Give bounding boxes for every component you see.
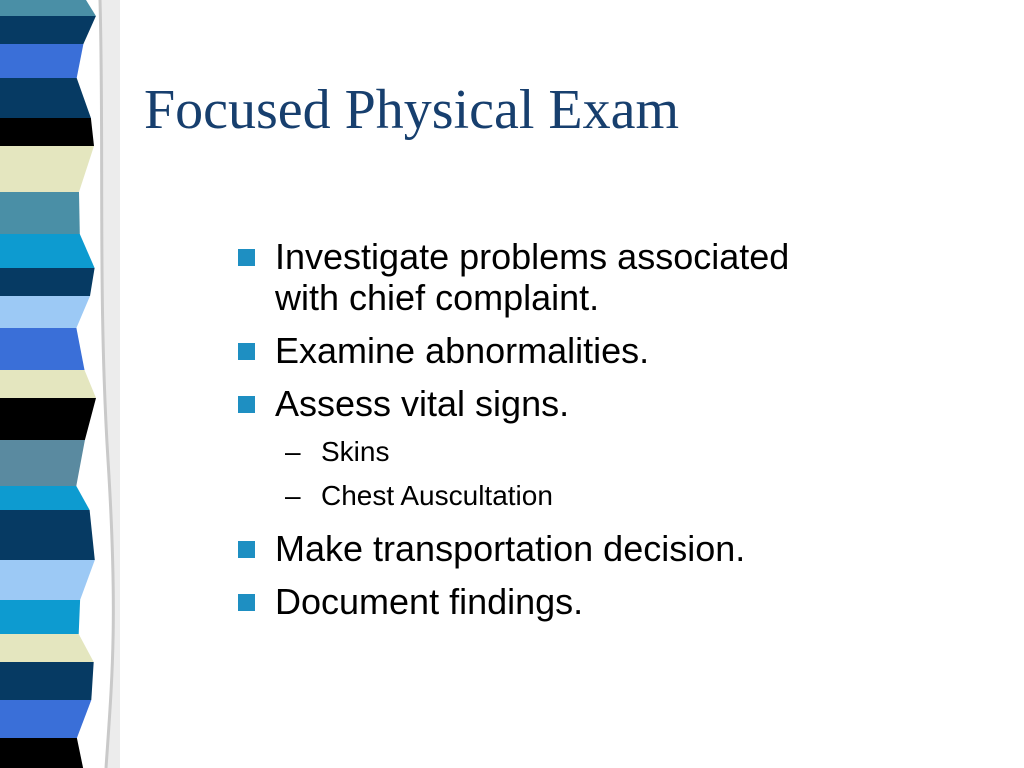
stripe-segment	[0, 16, 96, 44]
stripe-segment	[0, 234, 95, 268]
stripe-segment	[0, 192, 80, 234]
stripe-segment	[0, 440, 85, 486]
stripe-segment	[0, 560, 95, 600]
square-bullet-icon	[238, 249, 255, 266]
bullet-item	[238, 383, 878, 424]
bullet-text: Investigate problems associated with chief complaint.	[275, 236, 790, 318]
bullet-text: Examine abnormalities.	[275, 330, 650, 371]
sub-list-wrapper	[238, 430, 878, 518]
stripe-segment	[0, 328, 85, 370]
stripe-segment	[0, 510, 95, 560]
stripe-segment	[0, 370, 96, 398]
bullet-text: Assess vital signs.	[275, 383, 570, 424]
bullet-item	[238, 528, 878, 569]
sub-bullet-text: Skins	[321, 436, 390, 467]
stripe-segment	[0, 268, 95, 296]
stripe-segment	[0, 662, 94, 700]
dash-bullet-icon: –	[285, 436, 301, 467]
square-bullet-icon	[238, 343, 255, 360]
stripe-segment	[0, 700, 91, 738]
stripe-segment	[0, 600, 80, 634]
decorative-stripe-band	[0, 0, 120, 768]
sub-bullet-item	[285, 430, 878, 474]
stripe-segment	[0, 634, 94, 662]
square-bullet-icon	[238, 396, 255, 413]
stripe-segment	[0, 0, 96, 16]
stripe-segment	[0, 296, 90, 328]
square-bullet-icon	[238, 594, 255, 611]
stripe-segment	[0, 146, 94, 192]
bullet-item	[238, 330, 878, 371]
bullet-list	[238, 236, 878, 634]
stripe-band-graphic	[0, 0, 120, 768]
stripe-segment	[0, 78, 91, 118]
stripe-segment	[0, 738, 83, 768]
bullet-text: Document findings.	[275, 581, 584, 622]
sub-bullet-text: Chest Auscultation	[321, 480, 553, 511]
stripe-segment	[0, 44, 83, 78]
dash-bullet-icon: –	[285, 480, 301, 511]
stripe-segment	[0, 398, 96, 440]
square-bullet-icon	[238, 541, 255, 558]
stripe-segment	[0, 118, 94, 146]
bullet-item	[238, 236, 878, 318]
bullet-text: Make transportation decision.	[275, 528, 746, 569]
sub-bullet-list	[238, 430, 878, 518]
sub-bullet-item	[285, 474, 878, 518]
slide-title: Focused Physical Exam	[144, 79, 680, 141]
stripe-segment	[0, 486, 90, 510]
bullet-item	[238, 581, 878, 622]
